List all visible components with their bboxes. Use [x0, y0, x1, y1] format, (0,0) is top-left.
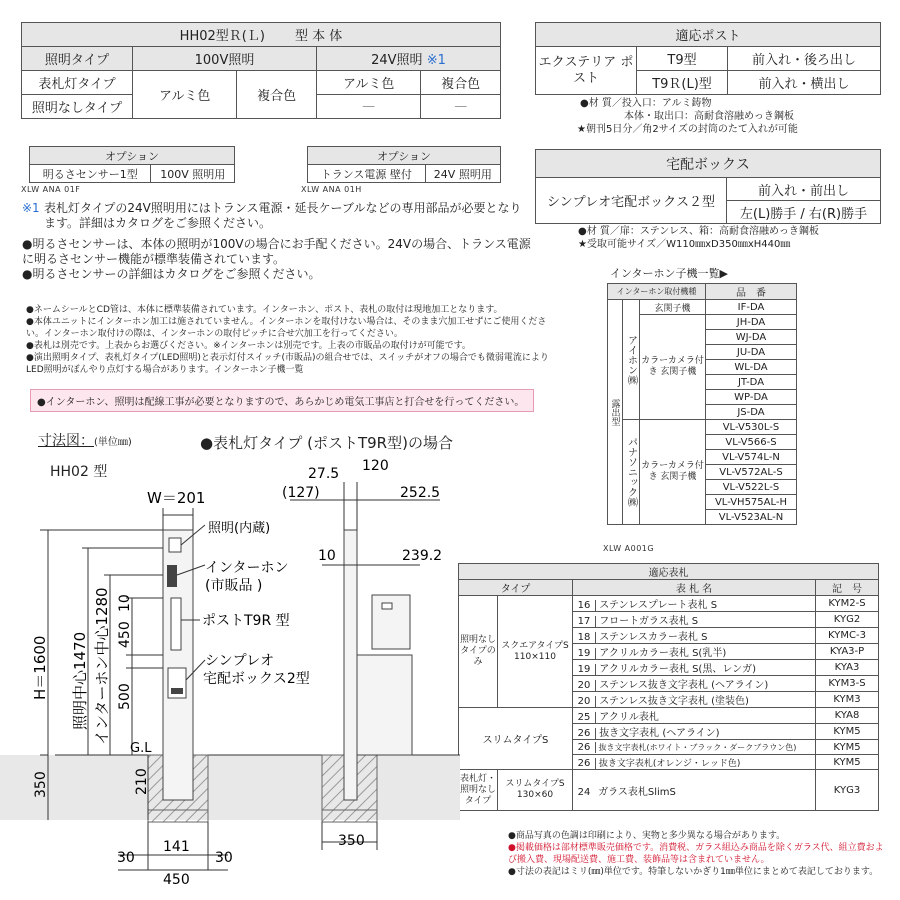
main-table-title: HH02型Ｒ(Ｌ) 型 本 体 [22, 23, 501, 47]
dash-2: — [421, 95, 501, 119]
nameplate-title: 適応表札 [459, 564, 879, 580]
aiphone-model: WJ-DA [706, 330, 797, 345]
box-row-1: 前入れ・前出し [727, 178, 881, 201]
nameplate-code: KYM2-S [816, 596, 879, 612]
aiphone-label: アイホン㈱ [623, 300, 640, 420]
option1-title: オプション [30, 147, 235, 165]
dim-30b: 30 [215, 850, 233, 866]
box-notes: ●材 質／扉：ステンレス、箱：高耐食溶融めっき鋼板 ★受取可能サイズ／W110㎜xD350㎜xH440㎜ [578, 226, 819, 250]
ground-area [0, 755, 460, 820]
label-intercom-sub: (市販品 ) [205, 578, 263, 594]
g2-label: スリムタイプS [459, 708, 573, 770]
aiphone-model: JS-DA [706, 405, 797, 420]
roshutsu-label: 露出型 [608, 300, 623, 525]
post-model-1: T9型 [637, 47, 728, 71]
box-side [357, 655, 412, 755]
intercom-heading: インターホン子機一覧▶ [610, 267, 729, 280]
pana-model: VL-V530L-S [706, 420, 797, 435]
model-if-da: IF-DA [706, 300, 797, 315]
post-desc-2: 前入れ・横出し [728, 71, 881, 95]
post-notes: ●材 質／投入口：アルミ鋳物 本体・取出口：高耐食溶融めっき鋼板 ★朝刊5日分／角2サイズの封筒のたて入れが可能 [577, 98, 798, 135]
pana-model: VL-V566-S [706, 435, 797, 450]
box-title: 宅配ボックス [536, 150, 881, 178]
g3-sub: スリムタイプS 130×60 [498, 770, 573, 811]
box-row-2: 左(L)勝手 / 右(R)勝手 [727, 201, 881, 224]
panasonic-label: パナソニック㈱ [623, 420, 640, 525]
col-100v: 100V照明 [133, 47, 317, 71]
pana-model: VL-V522L-S [706, 480, 797, 495]
label-intercom: インターホン [205, 560, 289, 576]
nameplate-code: KYG2 [816, 612, 879, 628]
dim-w: W＝201 [147, 489, 206, 507]
alumi-24v: アルミ色 [316, 71, 420, 95]
drawing-subtitle: ●表札灯タイプ (ポストT9R型)の場合 [200, 434, 453, 452]
post-unit [171, 598, 181, 650]
nameplate-code: KYM5 [816, 755, 879, 770]
dim-252-5: 252.5 [400, 485, 441, 501]
left-notes: ※1 表札灯タイプの24V照明用にはトランス電源・延長ケーブルなどの専用部品が必要となります。詳細はカタログをご参照ください。 ●明るさセンサーは、本体の照明が100Vの場合にお手配ください。24Vの場合、トランス電源に明るさセンサー機能が標準装備されています。 ●明るさセンサーの詳細はカタログをご参照ください。 [22, 201, 531, 281]
pana-model: VL-VH575AL-H [706, 495, 797, 510]
option1-spec: 100V 照明用 [151, 165, 235, 183]
option2-code: XLW ANA 01H [301, 185, 362, 194]
dim-h-label: H＝1600 [31, 635, 49, 700]
dim-intercom-center: インターホン中心1280 [93, 587, 111, 745]
nameplate-code: KYA3 [816, 660, 879, 676]
drawing-title: 寸法図：(単位㎜) [38, 433, 132, 449]
label-light: 照明(内蔵) [208, 521, 271, 536]
post-desc-1: 前入れ・後ろ出し [728, 47, 881, 71]
intercom-col1: インターホン取付機種 [608, 284, 706, 300]
dim-10: 10 [117, 594, 133, 612]
pana-model: VL-V523AL-N [706, 510, 797, 525]
intercom-col2: 品 番 [706, 284, 797, 300]
dim-500: 500 [117, 683, 133, 710]
nameplate-code: KYA3-P [816, 644, 879, 660]
dim-350: 350 [33, 771, 49, 798]
aiphone-model: JH-DA [706, 315, 797, 330]
nameplate-table: 適応表札 タイプ 表 札 名 記 号 照明なしタイプのみ スクエアタイプS 110×110 16 ステンレスプレート表札 S KYM2-S 17 フロートガラス表札 S KYG2 18 ステンレスカラー表札 S KYMC-3 19 アクリルカラー表札 S(乳半) KYA3-P 19 アクリルカラー表札 S(黒、レンガ) KYA3 20 ステンレス抜き文字表札 (ヘアライン) KYM3-S 20 ステンレス抜き文字表札 (塗装色) KYM3 スリムタイプS 25 アクリル表札 KYA8 26 抜き文字表札 (ヘアライン) KYM5 26 抜き文字表札(ホワイト・ブラック・ダークブラウン色) KYM5 26 抜き文字表札(オレンジ・レッド色) KYM5 表札灯・照明なしタイプ スリムタイプS 130×60 24 ガラス表札SlimS KYG3 [458, 563, 879, 811]
post-model-2: T9Ｒ(L)型 [637, 71, 728, 95]
label-box-sub: 宅配ボックス2型 [203, 671, 310, 687]
dim-141: 141 [163, 839, 190, 855]
intercom-code: XLW A001G [603, 544, 655, 553]
dim-127: (127) [282, 485, 320, 501]
nameplate-h-name: 表 札 名 [573, 580, 816, 596]
dim-120: 120 [362, 458, 389, 474]
label-gl: G.L [130, 741, 152, 756]
light-fixture [169, 538, 181, 552]
dim-side-10: 10 [318, 548, 336, 564]
pole-side [344, 530, 357, 800]
aiphone-model: JT-DA [706, 375, 797, 390]
pana-camera-label: カラーカメラ付 き 玄関子機 [640, 420, 706, 525]
g1-label: 照明なしタイプのみ [459, 596, 498, 708]
lighting-type-label: 照明タイプ [22, 47, 133, 71]
alumi-100v: アルミ色 [133, 71, 237, 119]
option2-title: オプション [308, 147, 501, 165]
aiphone-model: WP-DA [706, 390, 797, 405]
post-label: エクステリア ポスト [536, 47, 637, 95]
row-nolight-label: 照明なしタイプ [22, 95, 133, 119]
post-table-title: 適応ポスト [536, 23, 881, 47]
delivery-box-table [535, 149, 881, 224]
nameplate-code: KYM5 [816, 740, 879, 755]
post-table [535, 22, 881, 95]
fukugo-100v: 複合色 [237, 71, 317, 119]
col-24v: 24V照明 ※1 [316, 47, 500, 71]
dim-450: 450 [117, 621, 133, 648]
wiring-notice: ●インターホン、照明は配線工事が必要となりますので、あらかじめ電気工事店と打合せを行ってください。 [30, 389, 534, 412]
nameplate-code: KYMC-3 [816, 628, 879, 644]
intercom-table [607, 283, 797, 525]
dim-450b: 450 [163, 872, 190, 888]
dash-1: — [316, 95, 420, 119]
option2-name: トランス電源 壁付 [308, 165, 426, 183]
option1-name: 明るさセンサー1型 [30, 165, 151, 183]
dim-239-2: 239.2 [402, 548, 443, 564]
intercom-unit [167, 565, 177, 587]
nameplate-code: KYG3 [816, 770, 879, 811]
nameplate-code: KYM3 [816, 692, 879, 708]
aiphone-model: WL-DA [706, 360, 797, 375]
left-small-notes: ●ネームシールとCD管は、本体に標準装備されています。インターホン、ポスト、表札の取付は現地加工となります。 ●本体ユニットにインターホン加工は施されていません。インターホンを取付けない場合は、そのまま穴加工せずにご使用ください。インターホン取付けの際は、インターホンの取付ピッチに合せ穴加工を行ってください。 ●表札は別売です。上表からお選びください。※インターホンは別売です。上表の市販品の取付けが可能です。 ●演出照明タイプ、表札灯タイプ(LED照明)と表示灯付スイッチ(市販品)の組合せでは、スイッチがオフの場合でも微弱電流によりLED照明がぼんやり点灯する場合があります。インターホン子機一覧 [26, 305, 549, 375]
dim-side-350: 350 [338, 833, 365, 849]
label-post: ポストT9R 型 [202, 613, 290, 629]
dim-light-center: 照明中心1470 [71, 631, 89, 730]
dim-210: 210 [134, 768, 150, 795]
nameplate-code: KYA8 [816, 708, 879, 724]
row-hyosatsu-label: 表札灯タイプ [22, 71, 133, 95]
aiphone-model: JU-DA [706, 345, 797, 360]
nameplate-h-code: 記 号 [816, 580, 879, 596]
genkan-label: 玄関子機 [640, 300, 706, 315]
dim-27-5: 27.5 [308, 466, 340, 482]
drawing-model: HH02 型 [50, 464, 108, 480]
pana-model: VL-V572AL-S [706, 465, 797, 480]
dim-30a: 30 [117, 850, 135, 866]
g1-sub: スクエアタイプS 110×110 [498, 596, 573, 708]
option2-spec: 24V 照明用 [425, 165, 500, 183]
nameplate-h-type: タイプ [459, 580, 573, 596]
nameplate-code: KYM5 [816, 724, 879, 740]
box-label: シンプレオ宅配ボックス２型 [536, 178, 727, 224]
pana-model: VL-V574L-N [706, 450, 797, 465]
g3-label: 表札灯・照明なしタイプ [459, 770, 498, 811]
label-box: シンプレオ [205, 653, 275, 669]
option1-code: XLW ANA 01F [21, 185, 81, 194]
nameplate-code: KYM3-S [816, 676, 879, 692]
bottom-notes: ●商品写真の色調は印刷により、実物と多少異なる場合があります。 ●掲載価格は部材標準販売価格です。消費税、ガラス組込み商品を除くガラス代、組立費および搬入費、現場配送費、施工費、装飾品等は含まれていません。 ●寸法の表記はミリ(㎜)単位です。特筆しないかぎり1㎜単位にまとめて表記しております。 [508, 831, 884, 877]
aiphone-camera-label: カラーカメラ付 き 玄関子機 [640, 315, 706, 420]
fukugo-24v: 複合色 [421, 71, 501, 95]
